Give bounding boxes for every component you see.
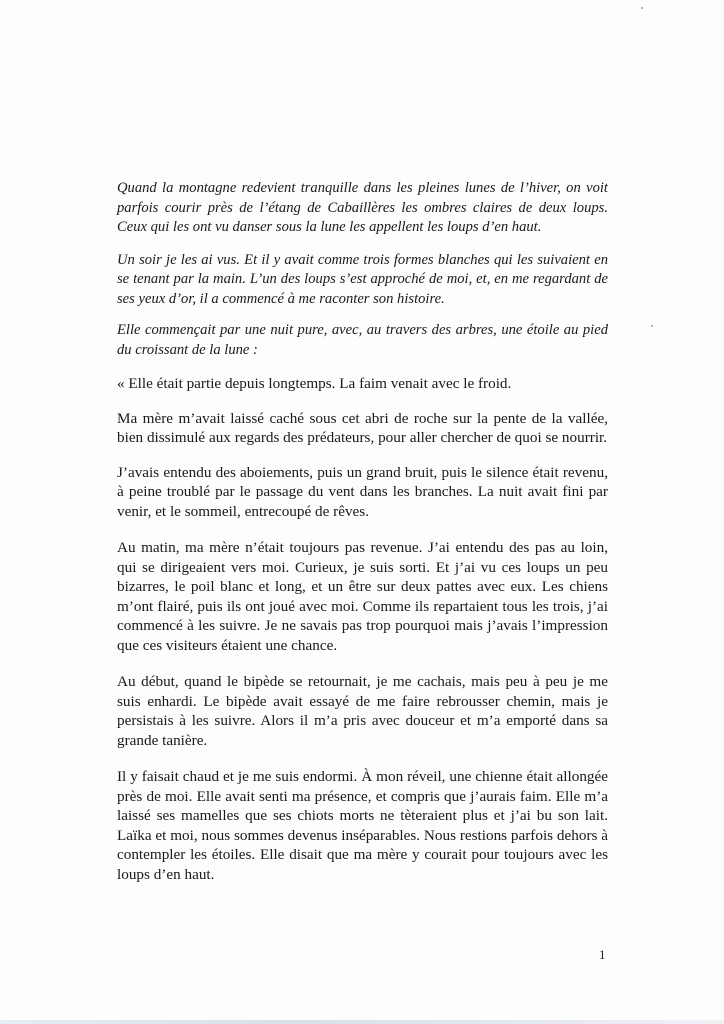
story-paragraph-2: Ma mère m’avait laissé caché sous cet abri de roche sur la pente de la vallée, bien dissimulé aux regards des prédateurs, pour aller chercher de quoi se nourrir. [117,409,608,446]
story-paragraph-6: Il y faisait chaud et je me suis endormi. À mon réveil, une chienne était allongée près de moi. Elle avait senti ma présence, et compris que j’aurais faim. Elle m’a laissé ses mamelles que ses chiots morts ne tèteraient plus et j’ai bu son lait. Laïka et moi, nous sommes devenus inséparables. Nous restions parfois dehors à contempler les étoiles. Elle disait que ma mère y courait pour toujours avec les loups d’en haut. [117,768,608,883]
story-paragraph-1: « Elle était partie depuis longtemps. La faim venait avec le froid. [117,375,512,392]
story-paragraph-4: Au matin, ma mère n’était toujours pas revenue. J’ai entendu des pas au loin, qui se dirigeaient vers moi. Curieux, je suis sorti. Et j’ai vu ces loups un peu bizarres, le poil blanc et long, et un être sur deux pattes avec eux. Les chiens m’ont flairé, puis ils ont joué avec moi. Comme ils repartaient tous les trois, j’ai commencé à les suivre. Je ne savais pas trop pourquoi mais j’avais l’impression que ces visiteurs étaient une chance. [117,539,608,654]
scan-edge [0,1020,724,1024]
scan-speck [651,325,653,327]
intro-paragraph-1: Quand la montagne redevient tranquille dans les pleines lunes de l’hiver, on voit parfois courir près de l’étang de Cabaillères les ombres claires de deux loups. Ceux qui les ont vu danser sous la lune les appellent les loups d’en haut. [117,180,608,235]
scan-speck [641,7,643,9]
story-text [117,179,608,884]
intro-paragraph-3: Elle commençait par une nuit pure, avec, au travers des arbres, une étoile au pied du croissant de la lune : [117,322,608,358]
story-paragraph-3: J’avais entendu des aboiements, puis un grand bruit, puis le silence était revenu, à peine troublé par le passage du vent dans les branches. La nuit avait fini par venir, et le sommeil, entrecoupé de rêves. [117,463,608,520]
intro-paragraph-2: Un soir je les ai vus. Et il y avait comme trois formes blanches qui les suivaient en se tenant par la main. L’un des loups s’est approché de moi, et, en me regardant de ses yeux d’or, il a commencé à me raconter son histoire. [117,251,608,307]
page-number: 1 [599,947,606,962]
story-paragraph-5: Au début, quand le bipède se retournait, je me cachais, mais peu à peu je me suis enhardi. Le bipède avait essayé de me faire rebrousser chemin, mais je persistais à les suivre. Alors il m’a pris avec douceur et m’a emporté dans sa grande tanière. [117,673,608,749]
